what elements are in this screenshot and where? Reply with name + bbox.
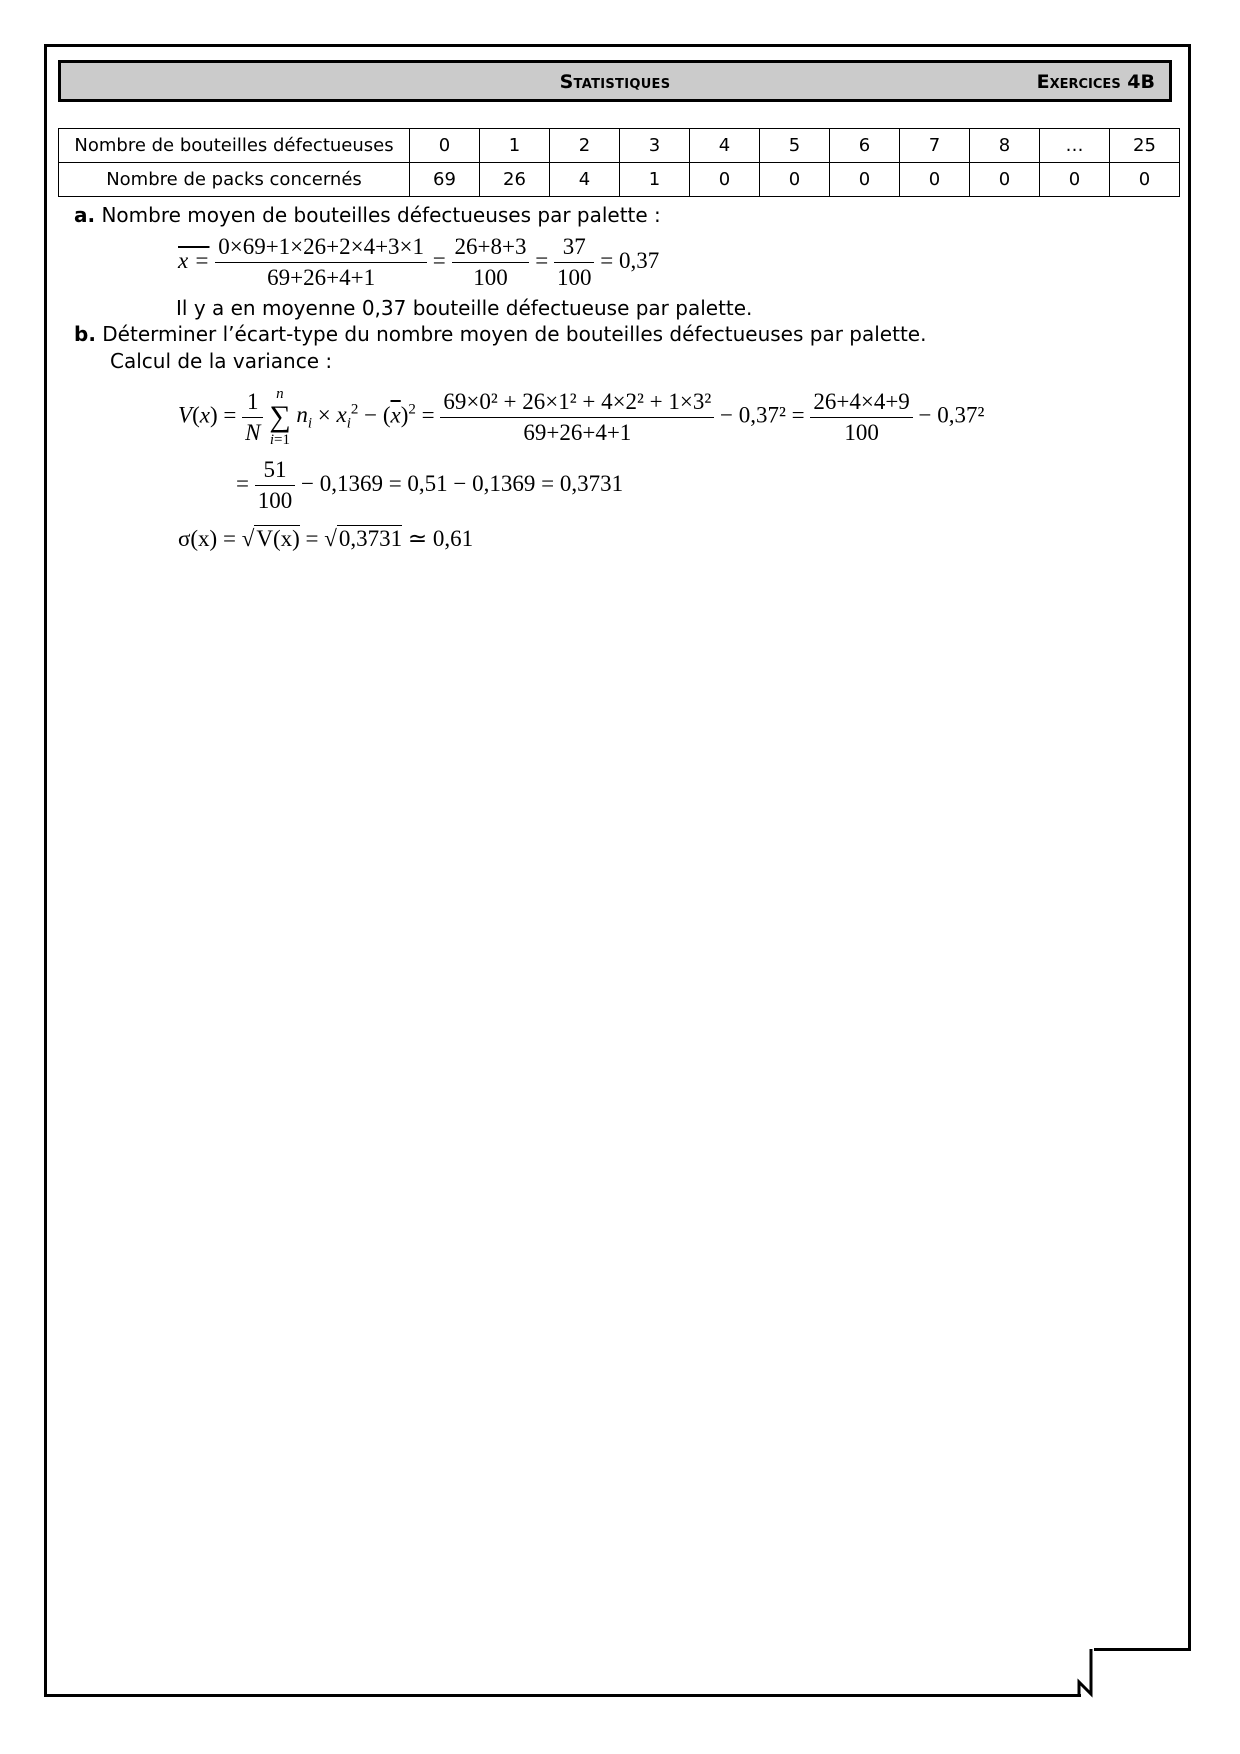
table-cell: 4 [690,129,760,163]
table-cell: 5 [760,129,830,163]
table-cell: 0 [830,163,900,197]
part-a-text: Nombre moyen de bouteilles défectueuses par palette : [101,203,661,227]
table-cell: … [1040,129,1110,163]
fraction: $\frac{26+8+3}{100}$ [452,232,530,293]
fraction: $\frac{37}{100}$ [554,232,595,293]
table-cell: 1 [480,129,550,163]
table-cell: 0 [1040,163,1110,197]
variance-formula: V(x) = $\frac{1}{N}$ n ∑ i=1 $n_i \times x_i^2 - (\overline{x})^2$ = $\frac{\text{69×0² + 26×1² + 4×2² + 1×3²}}{69+26+4+1}$ − 0,37² = $\frac{26+4\times 4+9}{100}$ − 0,37² [178,386,985,448]
table-cell: 6 [830,129,900,163]
table-cell: 0 [760,163,830,197]
table-cell: 0 [410,129,480,163]
page-frame-bottom-right [1094,1648,1191,1651]
table-cell: 25 [1110,129,1180,163]
row-label: Nombre de packs concernés [59,163,410,197]
exercise-label: Exercices 4B [1036,71,1155,93]
part-b-label: b. [74,322,96,346]
table-row [59,163,1180,197]
mean-formula: x = $\frac{0\times 69+1\times 26+2\times 4+3\times 1}{69+26+4+1}$ = $\frac{26+8+3}{100}$ = $\frac{37}{100}$ = 0,37 [178,232,659,293]
frequency-table [58,128,1180,197]
part-a-heading [74,203,661,227]
table-cell: 0 [1110,163,1180,197]
sigma-lhs: σ(x) = [178,526,236,551]
header-bar [58,60,1172,102]
table-cell: 69 [410,163,480,197]
table-cell: 8 [970,129,1040,163]
table-cell: 7 [900,129,970,163]
fraction: $\frac{51}{100}$ [255,455,296,516]
sum-symbol: n ∑ i=1 [269,386,291,448]
mean-conclusion: Il y a en moyenne 0,37 bouteille défectueuse par palette. [176,296,753,320]
fraction: $\frac{\text{69×0² + 26×1² + 4×2² + 1×3²}}{69+26+4+1}$ [440,387,714,448]
mean-result: = 0,37 [600,247,660,273]
table-row [59,129,1180,163]
table-cell: 2 [550,129,620,163]
table-cell: 1 [620,163,690,197]
part-b-heading [74,322,926,346]
variance-line-2: = $\frac{51}{100}$ − 0,1369 = 0,51 − 0,1369 = 0,3731 [236,455,623,516]
page-frame-top [44,44,1190,47]
table-cell: 0 [900,163,970,197]
table-cell: 0 [970,163,1040,197]
table-cell: 0 [690,163,760,197]
std-dev-formula: σ(x) = √V(x) = √0,3731 ≃ 0,61 [178,526,474,551]
part-a-label: a. [74,203,96,227]
part-b-text: Déterminer l’écart-type du nombre moyen de bouteilles défectueuses par palette. [102,322,927,346]
table-cell: 4 [550,163,620,197]
variance-subheading: Calcul de la variance : [110,349,333,373]
fraction: $\frac{1}{N}$ [242,387,263,448]
page-frame-left [44,44,47,1694]
table-cell: 3 [620,129,690,163]
fraction: $\frac{0\times 69+1\times 26+2\times 4+3\times 1}{69+26+4+1}$ [215,232,427,293]
sigma-result: ≃ 0,61 [407,526,474,551]
page-notch-icon [1076,1646,1098,1698]
fraction: $\frac{26+4\times 4+9}{100}$ [810,387,912,448]
page-frame-right [1188,44,1191,1648]
mean-lhs: x = [178,247,210,273]
page-title: Statistiques [559,71,671,93]
table-cell: 26 [480,163,550,197]
page-frame-bottom [44,1694,1081,1697]
row-label: Nombre de bouteilles défectueuses [59,129,410,163]
